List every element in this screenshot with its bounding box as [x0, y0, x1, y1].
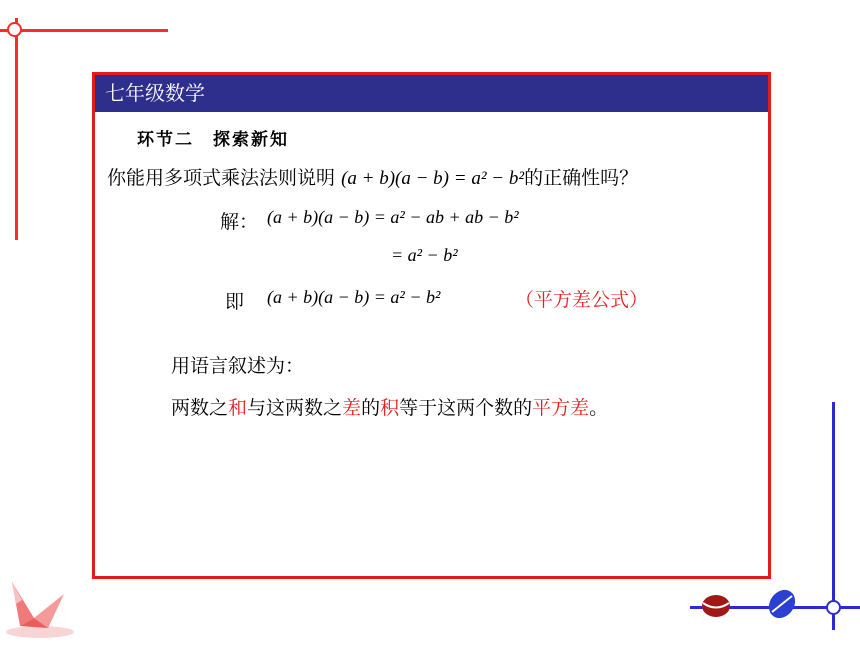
decor-red-top-line	[0, 29, 168, 32]
section-heading: 环节二 探索新知	[137, 130, 289, 150]
decorative-ovals-icon	[690, 586, 800, 626]
conclusion-label: 即	[225, 291, 245, 313]
decor-red-left-line	[15, 18, 18, 240]
solution-line-2: = a² − b²	[391, 245, 458, 265]
decor-blue-ring-icon	[826, 600, 841, 615]
statement-part: 的	[361, 397, 381, 419]
statement-part: 与这两数之	[247, 397, 343, 419]
decor-red-ring-icon	[7, 22, 22, 37]
conclusion-formula: (a + b)(a − b) = a² − b²	[267, 287, 441, 307]
statement-highlight-product: 积	[380, 397, 400, 419]
statement-highlight-difference: 差	[342, 397, 362, 419]
statement-highlight-square-difference: 平方差	[532, 397, 590, 419]
solution-line-1: (a + b)(a − b) = a² − ab + ab − b²	[267, 207, 519, 227]
statement-part: 。	[589, 397, 609, 419]
question-prefix: 你能用多项式乘法法则说明	[107, 167, 336, 189]
content-panel	[92, 72, 771, 579]
question-suffix: 的正确性吗？	[524, 167, 639, 189]
statement-part: 等于这两个数的	[399, 397, 533, 419]
paper-crane-icon	[0, 560, 80, 645]
title-bar	[95, 75, 768, 112]
question-formula: (a + b)(a − b) = a² − b²	[341, 168, 525, 189]
statement-highlight-sum: 和	[228, 397, 248, 419]
formula-name: （平方差公式）	[515, 289, 649, 311]
language-intro: 用语言叙述为：	[171, 355, 305, 377]
language-statement	[171, 393, 608, 420]
question-text	[107, 163, 638, 190]
page-title: 七年级数学	[105, 81, 205, 105]
decor-blue-right-line	[832, 402, 835, 630]
solution-label: 解：	[220, 211, 259, 233]
statement-part: 两数之	[171, 397, 229, 419]
